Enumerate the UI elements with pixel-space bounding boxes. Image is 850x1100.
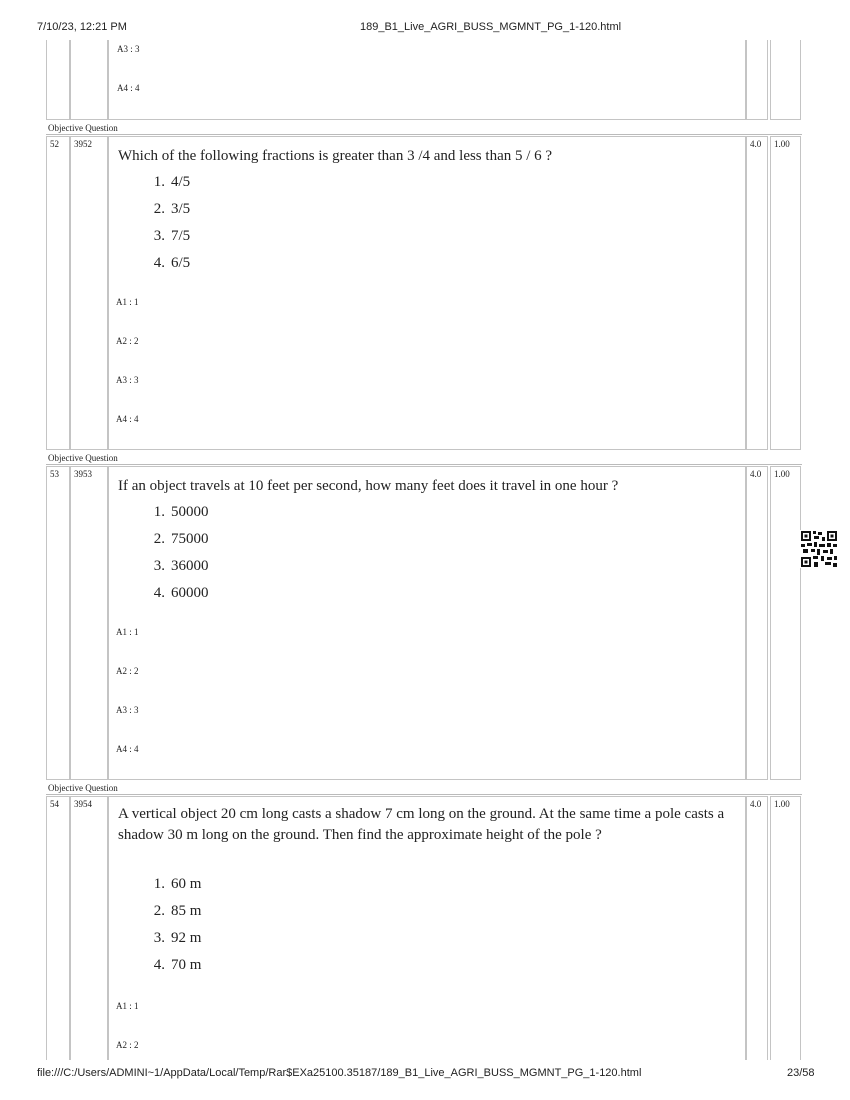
- option-number: 3.: [153, 228, 165, 244]
- option-text: 50000: [171, 504, 209, 520]
- option-number: 1.: [153, 876, 165, 892]
- question-text: If an object travels at 10 feet per second, how many feet does it travel in one hour ?: [118, 478, 619, 494]
- answer-key: A3 : 3: [116, 375, 139, 385]
- option-number: 1.: [153, 174, 165, 190]
- question-block-52: [46, 120, 802, 450]
- marks-cell: [746, 40, 768, 120]
- neg-cell: 1.00: [770, 136, 801, 450]
- option-text: 7/5: [171, 228, 191, 244]
- option-4: [143, 255, 190, 272]
- answer-key: A2 : 2: [116, 336, 139, 346]
- option-1: [143, 174, 190, 191]
- answer-key: A2 : 2: [116, 666, 139, 676]
- answer-key: A4 : 4: [117, 83, 140, 93]
- qid-cell: [70, 40, 108, 120]
- sno-cell: 52: [46, 136, 70, 450]
- file-path: file:///C:/Users/ADMINI~1/AppData/Local/Temp/Rar$EXa25100.35187/189_B1_Live_AGRI_BUSS_MGMNT_PG_1-120.html: [37, 1067, 642, 1079]
- question-type-label: Objective Question: [48, 783, 118, 793]
- answer-key: A2 : 2: [116, 1040, 139, 1050]
- option-1: [143, 876, 201, 893]
- option-text: 60000: [171, 585, 209, 601]
- option-number: 2.: [153, 903, 165, 919]
- option-text: 85 m: [171, 903, 202, 919]
- option-text: 4/5: [171, 174, 191, 190]
- option-number: 2.: [153, 531, 165, 547]
- option-number: 2.: [153, 201, 165, 217]
- qid-cell: 3952: [70, 136, 108, 450]
- option-number: 3.: [153, 558, 165, 574]
- answer-key: A1 : 1: [116, 297, 139, 307]
- option-text: 60 m: [171, 876, 202, 892]
- answer-key: A3 : 3: [117, 44, 140, 54]
- qid-cell: 3953: [70, 466, 108, 780]
- neg-cell: 1.00: [770, 466, 801, 780]
- option-number: 4.: [153, 957, 165, 973]
- neg-cell: [770, 40, 801, 120]
- sno-cell: [46, 40, 70, 120]
- option-number: 3.: [153, 930, 165, 946]
- option-text: 6/5: [171, 255, 191, 271]
- answer-key: A1 : 1: [116, 1001, 139, 1011]
- previous-question-tail: [46, 40, 802, 120]
- question-type-label: Objective Question: [48, 453, 118, 463]
- option-text: 92 m: [171, 930, 202, 946]
- answer-key: A1 : 1: [116, 627, 139, 637]
- marks-cell: 4.0: [746, 466, 768, 780]
- option-text: 3/5: [171, 201, 191, 217]
- option-text: 70 m: [171, 957, 202, 973]
- question-text: A vertical object 20 cm long casts a shadow 7 cm long on the ground. At the same time a pole casts a shadow 30 m long on the ground. Then find the approximate height of the pole ?: [118, 806, 725, 843]
- question-block-53: [46, 450, 802, 780]
- option-4: [143, 585, 209, 602]
- question-cell: [108, 136, 746, 450]
- answer-key: A4 : 4: [116, 744, 139, 754]
- option-3: [143, 930, 201, 947]
- marks-cell: 4.0: [746, 796, 768, 1060]
- question-type-label: Objective Question: [48, 123, 118, 133]
- question-cell: [108, 40, 746, 120]
- option-text: 36000: [171, 558, 209, 574]
- option-3: [143, 558, 209, 575]
- option-number: 4.: [153, 585, 165, 601]
- page-number: 23/58: [787, 1067, 815, 1079]
- question-block-54: [46, 780, 802, 1060]
- option-4: [143, 957, 201, 974]
- neg-cell: 1.00: [770, 796, 801, 1060]
- option-number: 4.: [153, 255, 165, 271]
- option-text: 75000: [171, 531, 209, 547]
- answer-key: A3 : 3: [116, 705, 139, 715]
- question-text: Which of the following fractions is greater than 3 /4 and less than 5 / 6 ?: [118, 148, 553, 164]
- qid-cell: 3954: [70, 796, 108, 1060]
- sno-cell: 54: [46, 796, 70, 1060]
- qr-code-icon: [800, 530, 838, 568]
- document-title: 189_B1_Live_AGRI_BUSS_MGMNT_PG_1-120.html: [360, 21, 622, 33]
- sno-cell: 53: [46, 466, 70, 780]
- option-2: [143, 201, 190, 218]
- option-number: 1.: [153, 504, 165, 520]
- question-table: [46, 40, 802, 1060]
- print-datetime: 7/10/23, 12:21 PM: [37, 21, 127, 33]
- answer-key: A4 : 4: [116, 414, 139, 424]
- option-3: [143, 228, 190, 245]
- option-1: [143, 504, 209, 521]
- option-2: [143, 903, 201, 920]
- option-2: [143, 531, 209, 548]
- marks-cell: 4.0: [746, 136, 768, 450]
